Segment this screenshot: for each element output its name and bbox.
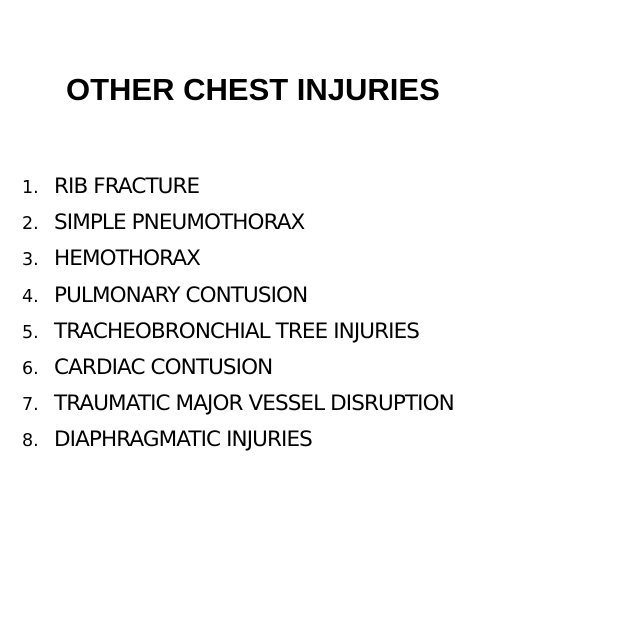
list-item-text: RIB FRACTURE <box>54 174 200 199</box>
list-item <box>22 386 454 422</box>
list-item-text: TRAUMATIC MAJOR VESSEL DISRUPTION <box>54 391 454 417</box>
list-item <box>22 241 454 277</box>
list-item <box>22 350 454 386</box>
list-item-text: DIAPHRAGMATIC INJURIES <box>54 427 312 453</box>
list-item-text: PULMONARY CONTUSION <box>54 282 308 308</box>
list-item-number: 4. <box>22 286 39 307</box>
list-item <box>22 314 454 350</box>
list-item-number: 6. <box>22 358 39 379</box>
injury-list <box>22 169 454 459</box>
list-item-text: TRACHEOBRONCHIAL TREE INJURIES <box>54 318 420 344</box>
slide-title: OTHER CHEST INJURIES <box>66 72 440 107</box>
list-item <box>22 422 454 458</box>
list-item-number: 2. <box>22 214 39 235</box>
list-item-number: 5. <box>22 322 39 343</box>
list-item-number: 3. <box>22 250 39 271</box>
list-item <box>22 169 454 205</box>
list-item <box>22 278 454 314</box>
list-item-number: 8. <box>22 431 39 452</box>
list-item-text: HEMOTHORAX <box>54 246 200 272</box>
list-item <box>22 205 454 241</box>
list-item-number: 1. <box>22 178 39 198</box>
list-item-number: 7. <box>22 395 39 416</box>
list-item-text: SIMPLE PNEUMOTHORAX <box>54 210 305 236</box>
list-item-text: CARDIAC CONTUSION <box>54 354 273 380</box>
